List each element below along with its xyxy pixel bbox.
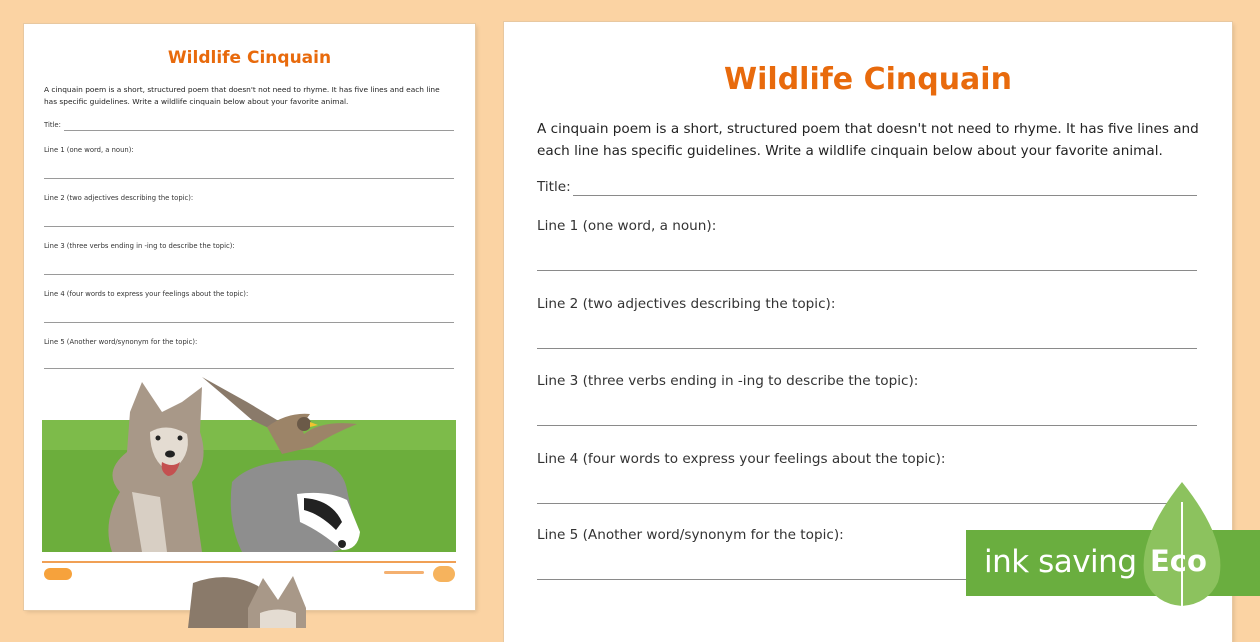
- eco-label: Eco: [1150, 544, 1207, 578]
- worksheet-intro: A cinquain poem is a short, structured poem that doesn't not need to rhyme. It has five lines and each line has specific guidelines. Write a wildlife cinquain below about your favorite animal.: [44, 85, 440, 106]
- line-1-label: Line 1 (one word, a noun):: [44, 146, 134, 154]
- worksheet-intro: A cinquain poem is a short, structured poem that doesn't not need to rhyme. It has five lines and each line has specific guidelines. Write a wildlife cinquain below about your favorite animal.: [537, 121, 1199, 159]
- ink-saving-badge: [966, 482, 1260, 612]
- line-1-field[interactable]: [44, 146, 454, 182]
- line-2-rule: [537, 348, 1197, 349]
- line-3-rule: [537, 425, 1197, 426]
- line-4-field[interactable]: [44, 290, 454, 326]
- publisher-logo: [44, 568, 72, 580]
- line-2-label: Line 2 (two adjectives describing the topic):: [44, 194, 194, 202]
- line-5-field[interactable]: [44, 338, 454, 374]
- line-4-label: Line 4 (four words to express your feelings about the topic):: [537, 451, 946, 467]
- line-1-label: Line 1 (one word, a noun):: [537, 218, 717, 234]
- line-2-field[interactable]: [537, 296, 1197, 352]
- wildlife-illustration: [42, 372, 456, 554]
- title-label: Title:: [537, 179, 571, 195]
- wolf-icon: [108, 382, 203, 552]
- worksheet-title: Wildlife Cinquain: [724, 62, 1012, 97]
- title-field[interactable]: [537, 179, 1197, 201]
- footer-url-mark: [384, 571, 424, 574]
- line-1-rule: [44, 178, 454, 179]
- title-field[interactable]: [44, 121, 454, 133]
- line-3-label: Line 3 (three verbs ending in -ing to describe the topic):: [44, 242, 235, 250]
- line-4-rule: [44, 322, 454, 323]
- line-4-label: Line 4 (four words to express your feelings about the topic):: [44, 290, 249, 298]
- line-3-field[interactable]: [537, 373, 1197, 429]
- line-5-rule: [44, 368, 454, 369]
- line-5-label: Line 5 (Another word/synonym for the topic):: [537, 527, 844, 543]
- footer-divider: [42, 561, 456, 563]
- line-3-field[interactable]: [44, 242, 454, 278]
- line-3-label: Line 3 (three verbs ending in -ing to describe the topic):: [537, 373, 919, 389]
- line-2-field[interactable]: [44, 194, 454, 230]
- worksheet-title: Wildlife Cinquain: [167, 48, 332, 68]
- line-1-field[interactable]: [537, 218, 1197, 274]
- line-1-rule: [537, 270, 1197, 271]
- line-3-rule: [44, 274, 454, 275]
- line-2-label: Line 2 (two adjectives describing the topic):: [537, 296, 836, 312]
- worksheet-preview-small: [24, 24, 475, 610]
- wolf-illustration-peek: [188, 568, 328, 628]
- title-line: [573, 195, 1197, 196]
- title-line: [64, 130, 454, 131]
- title-label: Title:: [44, 121, 61, 129]
- ink-saving-text: ink saving: [984, 544, 1137, 580]
- line-5-label: Line 5 (Another word/synonym for the topic):: [44, 338, 198, 346]
- line-2-rule: [44, 226, 454, 227]
- footer-badge: [433, 566, 455, 582]
